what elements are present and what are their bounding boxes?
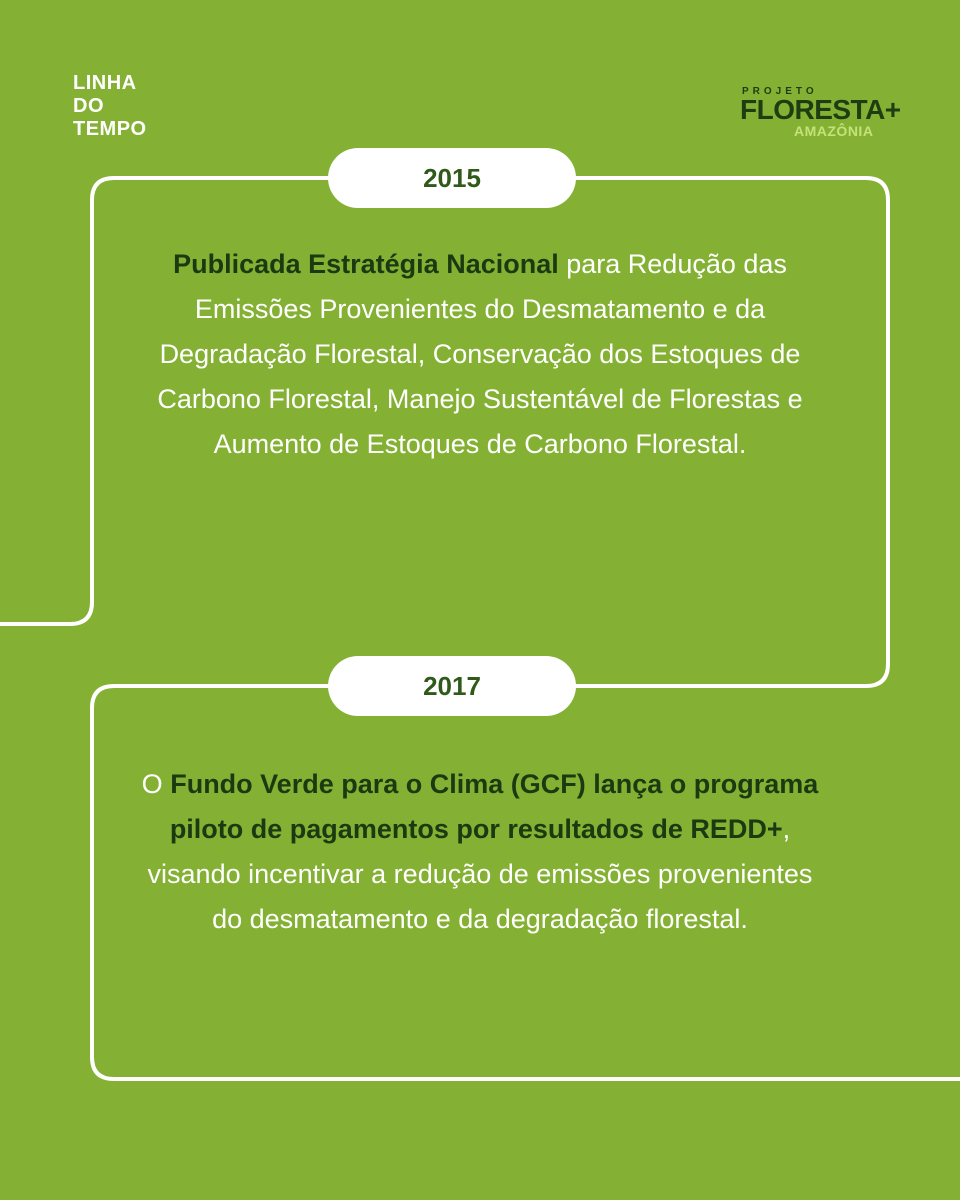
event-text-2017 bbox=[140, 762, 820, 942]
event-2017-lead: O bbox=[141, 769, 163, 799]
event-2015-strong: Publicada Estratégia Nacional bbox=[173, 249, 559, 279]
year-pill-2015 bbox=[328, 148, 576, 208]
year-pill-2017 bbox=[328, 656, 576, 716]
heading-line-2: DO bbox=[73, 95, 104, 117]
logo-sub-text: AMAZÔNIA bbox=[794, 123, 874, 139]
event-text-2015 bbox=[120, 242, 840, 467]
heading-line-3: TEMPO bbox=[73, 118, 147, 140]
heading-line-1: LINHA bbox=[73, 72, 137, 94]
year-label-2017: 2017 bbox=[423, 670, 481, 701]
event-2017-rest: , visando incentivar a redução de emissões provenientes do desmatamento e da degradação florestal. bbox=[147, 814, 813, 934]
year-label-2015: 2015 bbox=[423, 162, 481, 193]
event-2017-strong: Fundo Verde para o Clima (GCF) lança o programa piloto de pagamentos por resultados de REDD+ bbox=[169, 769, 819, 844]
logo-main-text: FLORESTA+ bbox=[740, 94, 901, 125]
event-2015-rest: para Redução das Emissões Provenientes do Desmatamento e da Degradação Florestal, Conservação dos Estoques de Carbono Florestal, Manejo Sustentável de Florestas e Aumento de Estoques de Carbono Florestal. bbox=[157, 249, 803, 459]
logo-top-text: PROJETO bbox=[742, 86, 818, 97]
